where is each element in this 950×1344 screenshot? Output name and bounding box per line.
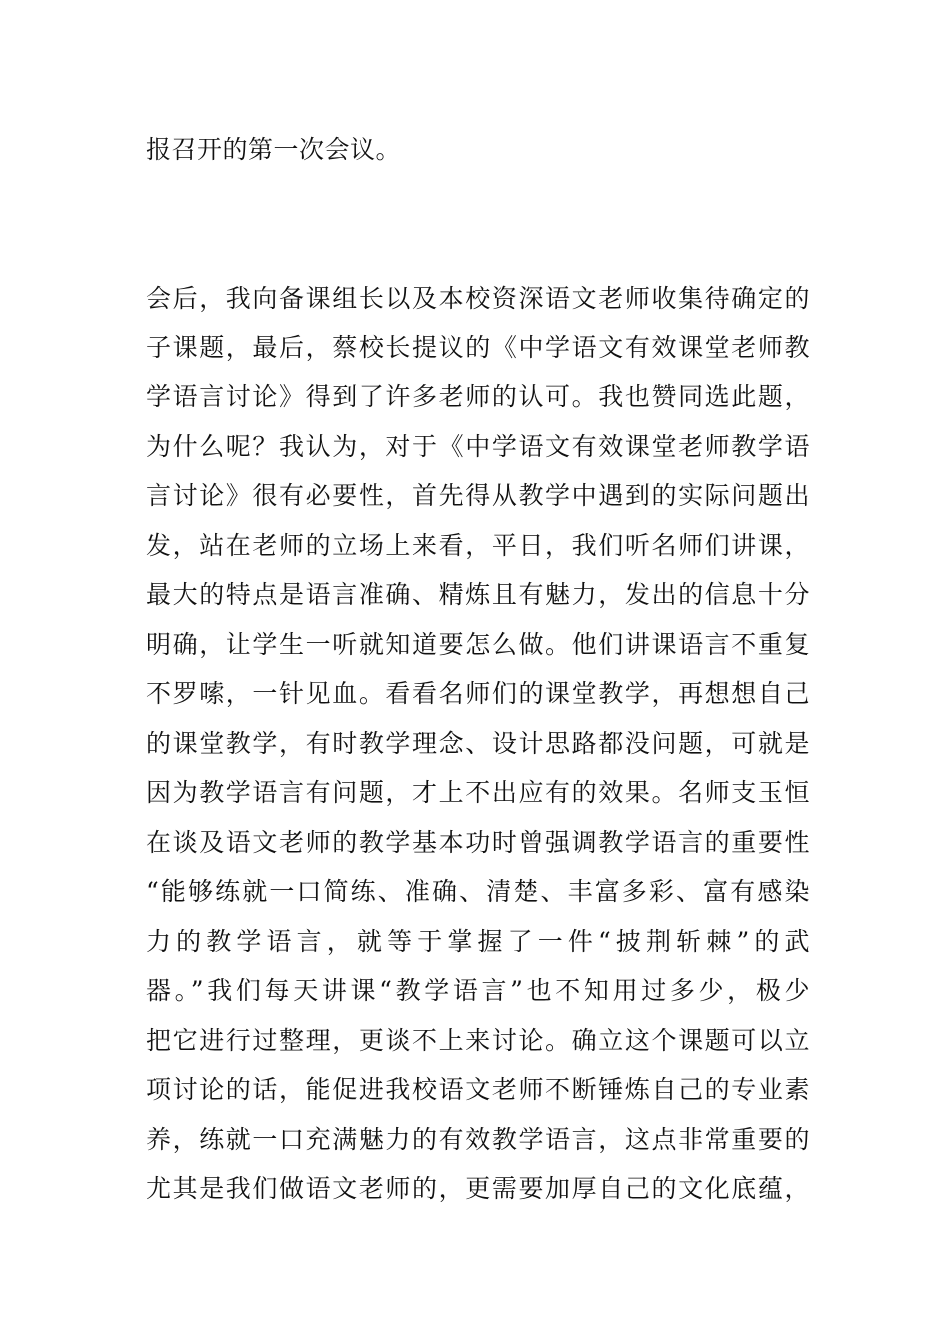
paragraph-line: 发，站在老师的立场上来看，平日，我们听名师们讲课， (146, 531, 810, 560)
paragraph-line: 项讨论的话，能促进我校语文老师不断锤炼自己的专业素 (146, 1075, 810, 1104)
paragraph-line: 不罗嗦，一针见血。看看名师们的课堂教学，再想想自己 (146, 679, 810, 708)
paragraph-line: 养，练就一口充满魅力的有效教学语言，这点非常重要的 (146, 1125, 810, 1154)
paragraph-line: 言讨论》很有必要性，首先得从教学中遇到的实际问题出 (146, 481, 810, 510)
paragraph-line: 的课堂教学，有时教学理念、设计思路都没问题，可就是 (146, 729, 810, 758)
paragraph-line: 器。”我们每天讲课“教学语言”也不知用过多少，极少 (146, 976, 810, 1005)
paragraph-line: 最大的特点是语言准确、精炼且有魅力，发出的信息十分 (146, 580, 810, 609)
paragraph-line: “能够练就一口简练、准确、清楚、丰富多彩、富有感染 (146, 877, 810, 906)
paragraph-line: 明确，让学生一听就知道要怎么做。他们讲课语言不重复 (146, 630, 810, 659)
paragraph-line: 报召开的第一次会议。 (146, 135, 402, 164)
paragraph-line: 子课题，最后，蔡校长提议的《中学语文有效课堂老师教 (146, 333, 810, 362)
paragraph-line: 尤其是我们做语文老师的，更需要加厚自己的文化底蕴， (146, 1174, 810, 1203)
paragraph-line: 力的教学语言，就等于掌握了一件“披荆斩棘”的武 (146, 927, 810, 956)
paragraph-line: 因为教学语言有问题，才上不出应有的效果。名师支玉恒 (146, 778, 810, 807)
paragraph-line: 在谈及语文老师的教学基本功时曾强调教学语言的重要性 (146, 828, 810, 857)
paragraph-line: 为什么呢？我认为，对于《中学语文有效课堂老师教学语 (146, 432, 810, 461)
paragraph-line: 把它进行过整理，更谈不上来讨论。确立这个课题可以立 (146, 1026, 810, 1055)
paragraph-line: 会后，我向备课组长以及本校资深语文老师收集待确定的 (146, 284, 810, 313)
paragraph-line: 学语言讨论》得到了许多老师的认可。我也赞同选此题， (146, 382, 810, 411)
